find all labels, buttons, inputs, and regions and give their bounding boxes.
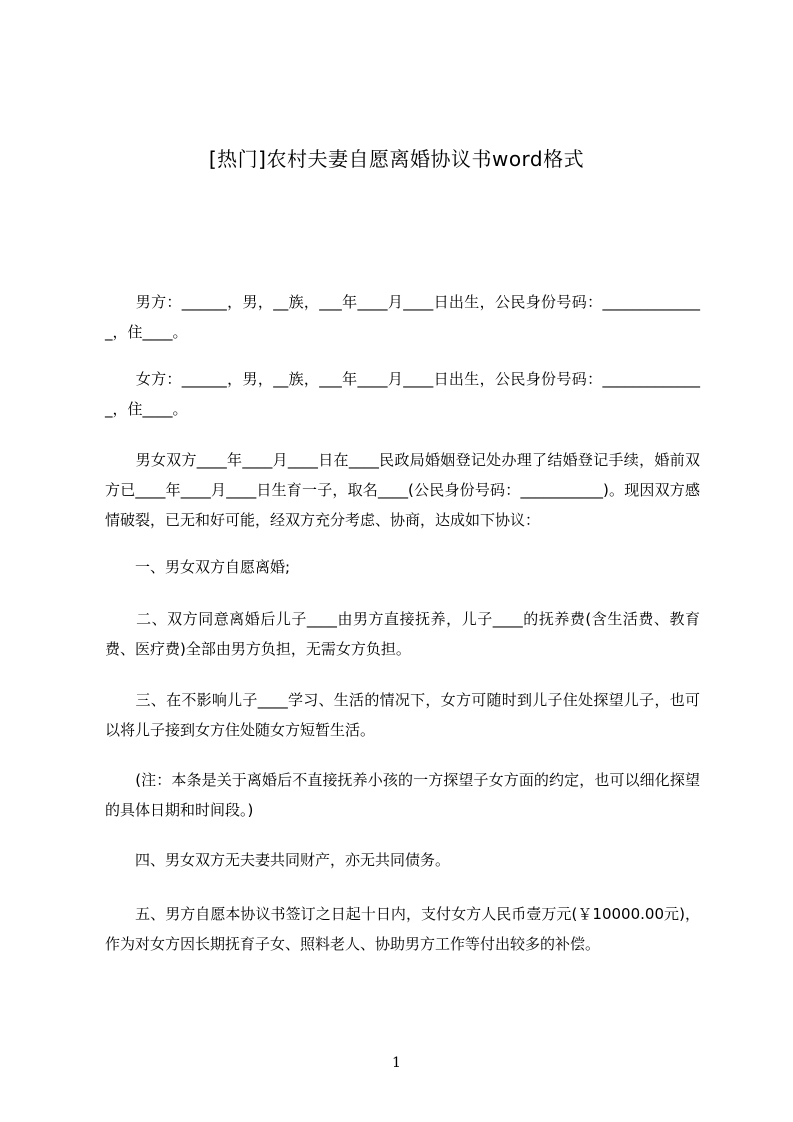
clause-3-note: (注：本条是关于离婚后不直接抚养小孩的一方探望子女方面的约定，也可以细化探望的具体日期和时间段。) [105,771,700,819]
page-number: 1 [392,1055,401,1071]
clause-2: 二、双方同意离婚后儿子____由男方直接抚养，儿子____的抚养费(含生活费、教育费、医疗费)全部由男方负担，无需女方负担。 [105,610,700,658]
clause-3: 三、在不影响儿子____学习、生活的情况下，女方可随时到儿子住处探望儿子，也可以将儿子接到女方住处随女方短暂生活。 [105,691,700,739]
clause-1: 一、男女双方自愿离婚; [105,558,291,576]
paragraph-marriage-background: 男女双方____年____月____日在____民政局婚姻登记处办理了结婚登记手续，婚前双方已____年____月____日生育一子，取名____(公民身份号码：___________)。现因双方感情破裂，已无和好可能，经双方充分考虑、协商，达成如下协议： [105,451,700,529]
document-title: [热门]农村夫妻自愿离婚协议书word格式 [208,147,585,171]
paragraph-male-party: 男方：______，男，__族，___年____月____日出生，公民身份号码：______________，住____。 [105,293,700,341]
clause-4: 四、男女双方无夫妻共同财产，亦无共同债务。 [105,851,451,869]
clause-5: 五、男方自愿本协议书签订之日起十日内，支付女方人民币壹万元(￥10000.00元)，作为对女方因长期抚育子女、照料老人、协助男方工作等付出较多的补偿。 [105,905,700,953]
paragraph-female-party: 女方：______，男，__族，___年____月____日出生，公民身份号码：______________，住____。 [105,370,700,418]
